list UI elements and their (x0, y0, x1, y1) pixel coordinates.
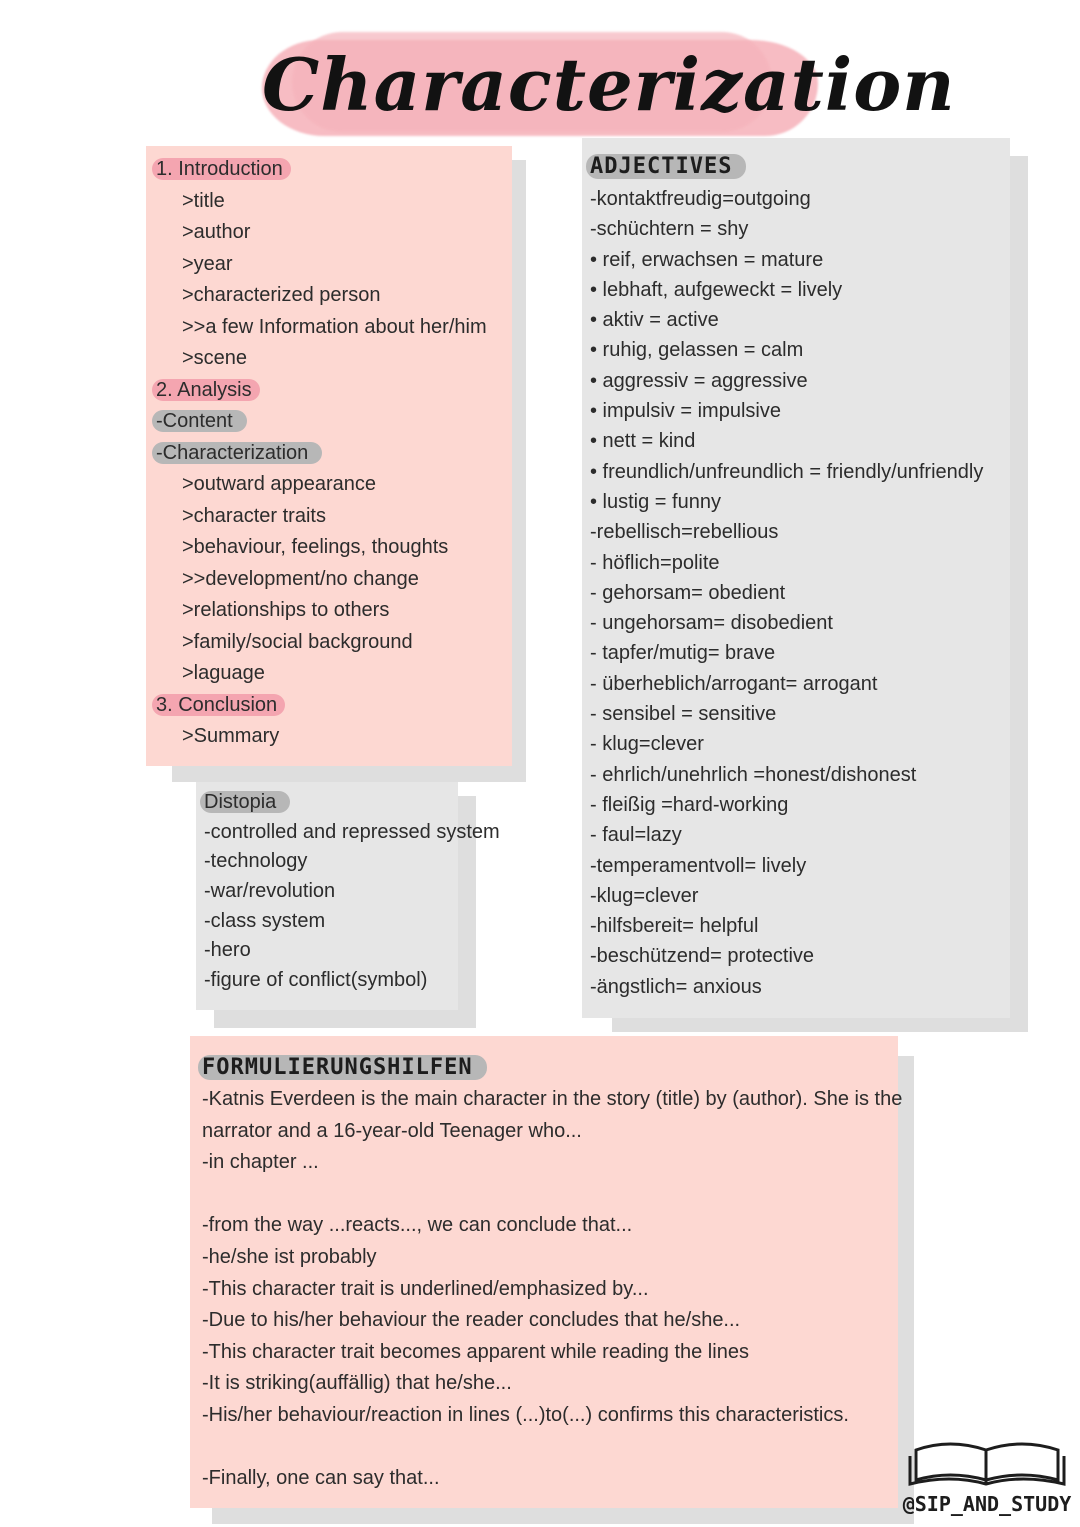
brand-handle: @SIP_AND_STUDY (902, 1492, 1072, 1516)
structure-item-label: >laguage (182, 662, 265, 684)
structure-item-label: >character traits (182, 504, 326, 527)
phrase-item: -This character trait is underlined/emphasized by... (202, 1277, 649, 1300)
adjective-item: -beschützend= protective (590, 945, 815, 968)
structure-item (156, 217, 512, 249)
structure-item-label: 3. Conclusion (152, 694, 285, 716)
adjective-item: - gehorsam= obedient (590, 581, 786, 604)
brand-mark (902, 1436, 1072, 1516)
formulierungshilfen-heading: FORMULIERUNGSHILFEN (198, 1055, 487, 1080)
adjective-item: -kontaktfreudig=outgoing (590, 188, 811, 210)
structure-item (156, 532, 512, 564)
structure-item-label: >relationships to others (182, 599, 390, 621)
adjective-item: - ehrlich/unehrlich =honest/dishonest (590, 763, 917, 786)
adjective-item: -klug=clever (590, 884, 699, 907)
adjective-item: -temperamentvoll= lively (590, 854, 807, 877)
formulierungshilfen-card (190, 1036, 903, 1508)
structure-item-label: >outward appearance (182, 473, 377, 495)
adjectives-heading: ADJECTIVES (586, 154, 746, 179)
adjective-item: -rebellisch=rebellious (590, 521, 779, 544)
structure-item (156, 721, 512, 753)
distopia-card (196, 782, 500, 1010)
adjective-item: - faul=lazy (590, 824, 682, 847)
structure-item (156, 312, 512, 344)
adjective-item: • nett = kind (590, 430, 696, 453)
phrase-item: -he/she ist probably (202, 1245, 377, 1268)
adjective-item: • lustig = funny (590, 490, 721, 513)
structure-item (156, 186, 512, 218)
structure-item-label: >Summary (182, 725, 280, 747)
distopia-item: -hero (204, 939, 251, 962)
structure-item-label: >family/social background (182, 630, 413, 653)
open-book-icon (902, 1436, 1072, 1488)
structure-item (156, 154, 512, 186)
structure-item-label: -Content (152, 410, 247, 432)
structure-item (156, 469, 512, 501)
distopia-heading: Distopia (200, 791, 290, 813)
phrase-item: -in chapter ... (202, 1151, 319, 1174)
adjective-item: • lebhaft, aufgeweckt = lively (590, 278, 843, 301)
adjective-item: - fleißig =hard-working (590, 793, 789, 816)
adjective-item: - tapfer/mutig= brave (590, 642, 776, 665)
structure-item-label: 2. Analysis (152, 379, 260, 401)
phrase-item: -It is striking(auffällig) that he/she... (202, 1372, 512, 1395)
adjective-item: - klug=clever (590, 733, 704, 756)
distopia-item: -class system (204, 909, 326, 932)
phrase-item (202, 1432, 898, 1464)
structure-item-label: >year (182, 252, 233, 275)
structure-item-label: 1. Introduction (152, 158, 291, 180)
adjective-item: - sensibel = sensitive (590, 703, 777, 726)
structure-item (156, 595, 512, 627)
structure-item (156, 564, 512, 596)
phrase-item: narrator and a 16-year-old Teenager who... (202, 1119, 582, 1142)
adjective-item: • freundlich/unfreundlich = friendly/unfriendly (590, 460, 984, 483)
distopia-item: -figure of conflict(symbol) (204, 969, 428, 992)
adjective-item: - ungehorsam= disobedient (590, 612, 833, 635)
adjective-item: - höflich=polite (590, 551, 720, 574)
structure-item-label: >title (182, 189, 225, 212)
structure-item-label: >behaviour, feelings, thoughts (182, 536, 449, 558)
structure-item-label: >>a few Information about her/him (182, 315, 487, 338)
distopia-item: -war/revolution (204, 880, 336, 903)
adjective-item: • aktiv = active (590, 309, 719, 332)
title-banner (262, 32, 956, 142)
adjective-item: • impulsiv = impulsive (590, 400, 781, 423)
structure-item-label: >>development/no change (182, 567, 419, 590)
structure-item-label: -Characterization (152, 442, 322, 464)
structure-item (156, 627, 512, 659)
structure-item (156, 343, 512, 375)
structure-item (156, 375, 512, 407)
structure-item (156, 690, 512, 722)
phrase-item: -His/her behaviour/reaction in lines (...)to(...) confirms this characteristics. (202, 1403, 849, 1426)
structure-item-label: >scene (182, 347, 248, 369)
structure-item (156, 658, 512, 690)
adjective-item: - überheblich/arrogant= arrogant (590, 672, 878, 695)
adjective-item: • aggressiv = aggressive (590, 369, 808, 392)
adjective-item: • reif, erwachsen = mature (590, 248, 824, 271)
adjective-item: -schüchtern = shy (590, 218, 749, 241)
structure-item (156, 406, 512, 438)
page-title: Characterization (262, 42, 956, 127)
adjective-item: -ängstlich= anxious (590, 975, 762, 998)
distopia-item: -controlled and repressed system (204, 820, 500, 843)
phrase-item: -This character trait becomes apparent while reading the lines (202, 1340, 749, 1363)
structure-card (146, 146, 512, 766)
distopia-item: -technology (204, 850, 308, 873)
adjective-item: • ruhig, gelassen = calm (590, 339, 804, 362)
structure-item-label: >characterized person (182, 284, 381, 306)
structure-item (156, 501, 512, 533)
adjective-item: -hilfsbereit= helpful (590, 915, 759, 938)
phrase-item: -Finally, one can say that... (202, 1467, 440, 1490)
adjectives-card (582, 138, 1010, 1018)
phrase-item: -Katnis Everdeen is the main character in the story (title) by (author). She is the (202, 1088, 903, 1110)
structure-item (156, 280, 512, 312)
phrase-item: -from the way ...reacts..., we can conclude that... (202, 1214, 633, 1237)
phrase-item: -Due to his/her behaviour the reader concludes that he/she... (202, 1309, 741, 1332)
structure-item-label: >author (182, 221, 251, 243)
structure-item (156, 249, 512, 281)
structure-item (156, 438, 512, 470)
phrase-item (202, 1179, 898, 1211)
